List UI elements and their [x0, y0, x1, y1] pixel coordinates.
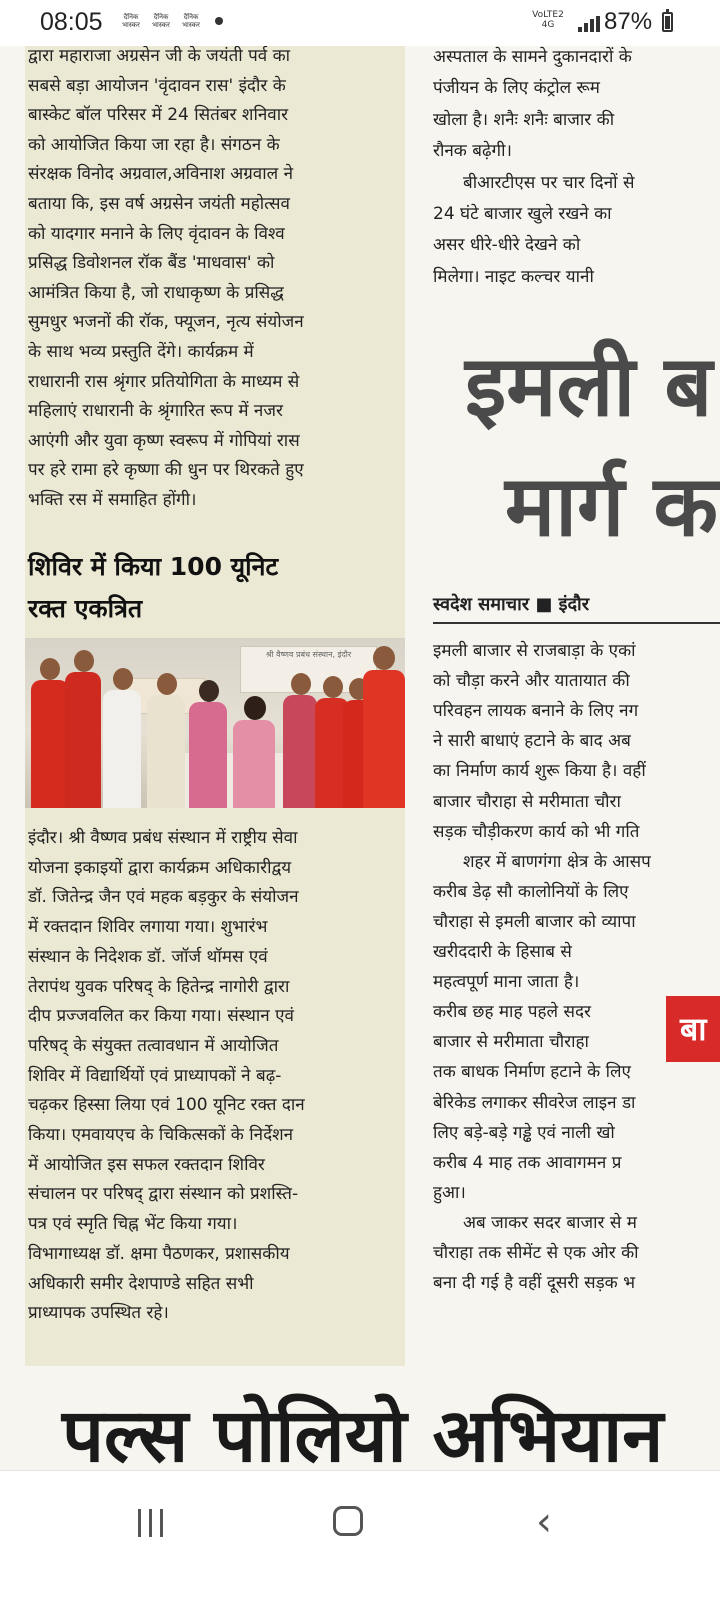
network-type-label: VoLTE2 4G [532, 10, 564, 30]
article-line: महिलाएं राधारानी के श्रृंगारित रूप में नजर [28, 401, 283, 422]
article-line: करीब छह माह पहले सदर [433, 1002, 591, 1023]
article-line: डॉ. जितेन्द्र जैन एवं महक बड़कुर के संयोजन [28, 887, 299, 908]
headline-line: रक्त एकत्रित [28, 594, 143, 623]
home-button[interactable] [333, 1506, 363, 1536]
article-line: पत्र एवं स्मृति चिह्न भेंट किया गया। [28, 1214, 238, 1235]
article-line: करीब डेढ़ सौ कालोनियों के लिए [433, 881, 629, 902]
article-line: ने सारी बाधाएं हटाने के बाद अब [433, 731, 631, 752]
article-line: अब जाकर सदर बाजार से म [463, 1212, 637, 1233]
article-line: रौनक बढ़ेगी। [433, 141, 512, 162]
news-byline: स्वदेश समाचार ■ इंदौर [433, 594, 590, 615]
article-line: हुआ। [433, 1182, 466, 1203]
pulse-polio-headline: पल्स पोलियो अभियान [62, 1393, 664, 1470]
navigation-bar [0, 1470, 720, 1601]
article-line: प्रसिद्ध डिवोशनल रॉक बैंड 'माधवास' को [28, 253, 275, 274]
more-notifications-dot-icon [215, 17, 223, 25]
battery-icon [662, 12, 673, 32]
article-line: संचालन पर परिषद् द्वारा संस्थान को प्रशस्ति- [28, 1184, 299, 1205]
article-line: संस्थान के निदेशक डॉ. जॉर्ज थॉमस एवं [28, 946, 268, 967]
red-highlight-box: बा [666, 996, 720, 1062]
blood-donation-photo [25, 638, 405, 808]
article-line: अस्पताल के सामने दुकानदारों के [433, 47, 632, 67]
person-figure [147, 673, 187, 808]
article-line: चौराहा से इमली बाजार को व्यापा [433, 911, 636, 932]
article-line: बाजार चौराहा से मरीमाता चौरा [433, 791, 621, 812]
person-figure [103, 668, 143, 808]
newspaper-image[interactable] [0, 46, 720, 1470]
signal-strength-icon [578, 16, 602, 32]
article-line: चढ़कर हिस्सा लिया एवं 100 यूनिट रक्त दान [28, 1095, 305, 1116]
article-line: असर धीरे-धीरे देखने को [433, 235, 581, 256]
person-figure [363, 646, 405, 808]
article-line: पंजीयन के लिए कंट्रोल रूम [433, 78, 600, 99]
article-line: में आयोजित इस सफल रक्तदान शिविर [28, 1154, 265, 1175]
article-line: विभागाध्यक्ष डॉ. क्षमा पैठणकर, प्रशासकीय [28, 1243, 290, 1264]
article-line: को यादगार मनाने के लिए वृंदावन के विश्व [28, 223, 285, 244]
article-line: 24 घंटे बाजार खुले रखने का [433, 204, 612, 224]
article-line: बास्केट बॉल परिसर में 24 सितंबर शनिवार [28, 105, 289, 126]
article-line: बताया कि, इस वर्ष अग्रसेन जयंती महोत्सव [28, 194, 290, 214]
article-line: के साथ भव्य प्रस्तुति देंगे। कार्यक्रम में [28, 342, 254, 362]
dainik-bhaskar-notification-icon: दैनिक भास्कर [152, 13, 170, 29]
article-line: सबसे बड़ा आयोजन 'वृंदावन रास' इंदौर के [28, 75, 286, 96]
article-line: का निर्माण कार्य शुरू किया है। वहीं [433, 761, 646, 782]
person-figure [233, 696, 277, 808]
big-headline-line: इमली ब [465, 337, 713, 435]
article-line: किया। एमवायएच के चिकित्सकों के निर्देशन [28, 1125, 294, 1145]
article-line: आएंगी और युवा कृष्ण स्वरूप में गोपियां रास [28, 430, 300, 451]
article-line: में रक्तदान शिविर लगाया गया। शुभारंभ [28, 917, 268, 938]
status-bar [0, 0, 720, 46]
byline-divider [433, 622, 720, 624]
article-line: अधिकारी समीर देशपाण्डे सहित सभी [28, 1273, 254, 1294]
article-line: मिलेगा। नाइट कल्चर यानी [433, 266, 594, 287]
person-figure [65, 650, 103, 808]
article-line: करीब 4 माह तक आवागमन प्र [433, 1152, 622, 1173]
article-line: तेरापंथ युवक परिषद् के हितेन्द्र नागोरी द्वारा [28, 976, 290, 997]
article-line: सुमधुर भजनों की रॉक, फ्यूजन, नृत्य संयोजन [28, 312, 304, 333]
status-time: 08:05 [40, 8, 103, 36]
blood-camp-headline [28, 546, 400, 630]
article-line: बेरिकेड लगाकर सीवरेज लाइन डा [433, 1092, 636, 1113]
article-line: शहर में बाणगंगा क्षेत्र के आसप [463, 851, 651, 872]
article-line: दीप प्रज्जवलित कर किया गया। संस्थान एवं [28, 1006, 294, 1027]
article-line: इंदौर। श्री वैष्णव प्रबंध संस्थान में राष्ट्रीय सेवा [28, 828, 298, 848]
article-line: योजना इकाइयों द्वारा कार्यक्रम अधिकारीद्वय [28, 857, 292, 878]
article-line: संरक्षक विनोद अग्रवाल,अविनाश अग्रवाल ने [28, 164, 294, 185]
article-line: खरीददारी के हिसाब से [433, 942, 572, 962]
headline-line: शिविर में किया 100 यूनिट [28, 552, 279, 581]
dainik-bhaskar-notification-icon: दैनिक भास्कर [122, 13, 140, 29]
article-line: चौराहा तक सीमेंट से एक ओर की [433, 1243, 639, 1263]
person-figure [189, 680, 229, 808]
article-line: बीआरटीएस पर चार दिनों से [463, 172, 635, 193]
article-line: इमली बाजार से राजबाड़ा के एकां [433, 641, 636, 661]
recent-apps-button[interactable] [136, 1509, 168, 1537]
photo-banner-text: श्री वैष्णव प्रबंध संस्थान, इंदौर [265, 650, 352, 659]
article-line: पर हरे रामा हरे कृष्णा की धुन पर थिरकते हुए [28, 460, 304, 481]
article-line: को आयोजित किया जा रहा है। संगठन के [28, 134, 280, 155]
article-line: महत्वपूर्ण माना जाता है। [433, 972, 580, 993]
article-line: राधारानी रास श्रृंगार प्रतियोगिता के माध्यम से [28, 371, 300, 392]
article-line: सड़क चौड़ीकरण कार्य को भी गति [433, 821, 640, 842]
article-line: तक बाधक निर्माण हटाने के लिए [433, 1062, 631, 1083]
article-line: बाजार से मरीमाता चौराहा [433, 1032, 589, 1053]
article-line: लिए बड़े-बड़े गड्ढे एवं नाली खो [433, 1122, 615, 1143]
back-button[interactable]: ‹ [536, 1499, 552, 1545]
article-line: आमंत्रित किया है, जो राधाकृष्ण के प्रसिद्ध [28, 282, 284, 303]
article-line: शिविर में विद्यार्थियों एवं प्राध्यापकों ने बढ़- [28, 1065, 282, 1086]
article-line: भक्ति रस में समाहित होंगी। [28, 490, 197, 510]
article-line: परिषद् के संयुक्त तत्वावधान में आयोजित [28, 1035, 279, 1056]
article-line: को चौड़ा करने और यातायात की [433, 671, 630, 692]
article-line: परिवहन लायक बनाने के लिए नग [433, 701, 639, 722]
article-line: द्वारा महाराजा अग्रसेन जी के जयंती पर्व का [28, 46, 291, 66]
big-headline-line: मार्ग क [505, 457, 719, 555]
battery-percentage: 87% [604, 8, 653, 35]
article-line: बना दी गई है वहीं दूसरी सड़क भ [433, 1273, 636, 1294]
person-figure [283, 673, 319, 808]
article-line: प्राध्यापक उपस्थित रहे। [28, 1303, 169, 1324]
dainik-bhaskar-notification-icon: दैनिक भास्कर [182, 13, 200, 29]
article-line: खोला है। शनैः शनैः बाजार की [433, 109, 615, 130]
